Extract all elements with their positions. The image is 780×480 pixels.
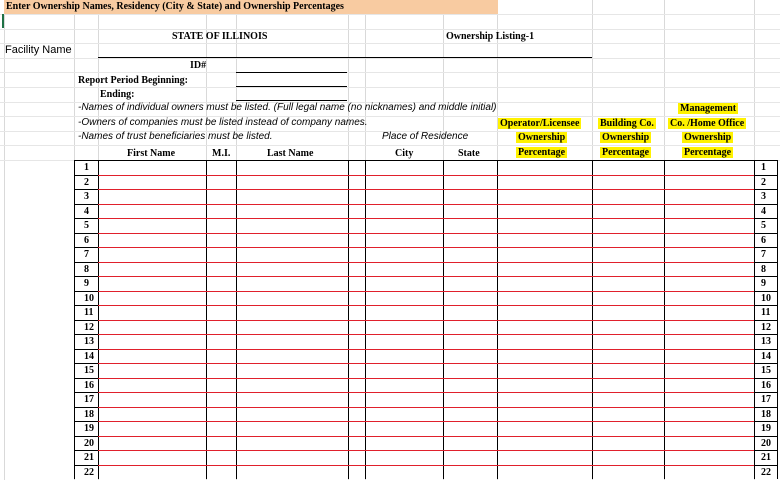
- operator-header-1: Operator/Licensee: [500, 118, 580, 129]
- first-name-header: First Name: [127, 148, 176, 159]
- row-number-right: 22: [761, 467, 771, 478]
- facility-name-field[interactable]: [98, 57, 592, 58]
- entry-row-rule: [98, 363, 754, 364]
- row-number-border: [74, 407, 98, 408]
- entry-row-rule: [98, 175, 754, 176]
- row-number-border: [754, 378, 777, 379]
- row-number-border: [74, 247, 98, 248]
- row-number-border: [74, 363, 98, 364]
- operator-header-3: Percentage: [518, 147, 566, 158]
- row-number-border: [754, 363, 777, 364]
- entry-row-rule: [98, 407, 754, 408]
- row-number-border: [754, 175, 777, 176]
- row-number-left: 21: [84, 452, 94, 463]
- row-number-border: [754, 450, 777, 451]
- row-number-border: [74, 276, 98, 277]
- entry-row-rule: [98, 378, 754, 379]
- row-number-border: [754, 421, 777, 422]
- row-number-right: 15: [761, 365, 771, 376]
- row-number-right: 6: [761, 235, 766, 246]
- entry-row-rule: [98, 189, 754, 190]
- row-number-border: [74, 218, 98, 219]
- place-of-residence-label: Place of Residence: [382, 131, 469, 142]
- entry-row-rule: [98, 276, 754, 277]
- active-cell-cursor: [2, 14, 4, 28]
- row-number-border: [74, 189, 98, 190]
- row-number-border: [754, 465, 777, 466]
- row-number-border: [74, 262, 98, 263]
- row-number-right: 9: [761, 278, 766, 289]
- row-number-border: [754, 247, 777, 248]
- instruction-line-3: -Names of trust beneficiaries must be listed.: [78, 131, 273, 142]
- row-number-left: 3: [84, 191, 89, 202]
- entry-row-rule: [98, 349, 754, 350]
- state-header: State: [458, 148, 480, 159]
- row-number-right: 16: [761, 380, 771, 391]
- row-number-border: [754, 218, 777, 219]
- row-number-border: [754, 436, 777, 437]
- entry-row-rule: [98, 320, 754, 321]
- id-field[interactable]: [236, 72, 347, 73]
- gridline-horizontal: [0, 58, 780, 59]
- listing-title: Ownership Listing-1: [446, 31, 535, 42]
- row-number-left: 14: [84, 351, 94, 362]
- gridline-horizontal: [0, 14, 780, 15]
- building-header-3: Percentage: [602, 147, 650, 158]
- row-number-left: 2: [84, 177, 89, 188]
- row-number-left: 22: [84, 467, 94, 478]
- row-number-border: [74, 320, 98, 321]
- mi-header: M.I.: [212, 148, 231, 159]
- row-number-left: 5: [84, 220, 89, 231]
- row-number-left: 19: [84, 423, 94, 434]
- row-number-border: [754, 407, 777, 408]
- row-number-border: [754, 291, 777, 292]
- table-column-border: [777, 160, 778, 479]
- row-number-border: [754, 334, 777, 335]
- row-number-right: 3: [761, 191, 766, 202]
- entry-row-rule: [98, 291, 754, 292]
- row-number-right: 8: [761, 264, 766, 275]
- row-number-right: 1: [761, 162, 766, 173]
- building-header-2: Ownership: [602, 132, 650, 143]
- row-number-border: [74, 421, 98, 422]
- row-number-border: [74, 291, 98, 292]
- row-number-right: 10: [761, 293, 771, 304]
- report-period-end-field[interactable]: [236, 100, 347, 101]
- row-number-border: [74, 349, 98, 350]
- row-number-border: [754, 189, 777, 190]
- entry-row-rule: [98, 218, 754, 219]
- row-number-border: [74, 233, 98, 234]
- row-number-left: 9: [84, 278, 89, 289]
- entry-row-rule: [98, 421, 754, 422]
- row-number-left: 4: [84, 206, 89, 217]
- row-number-right: 12: [761, 322, 771, 333]
- entry-row-rule: [98, 233, 754, 234]
- row-number-left: 12: [84, 322, 94, 333]
- row-number-border: [74, 465, 98, 466]
- row-number-left: 18: [84, 409, 94, 420]
- row-number-left: 20: [84, 438, 94, 449]
- row-number-right: 7: [761, 249, 766, 260]
- row-number-left: 17: [84, 394, 94, 405]
- row-number-border: [74, 204, 98, 205]
- entry-row-rule: [98, 465, 754, 466]
- row-number-right: 17: [761, 394, 771, 405]
- entry-row-rule: [98, 305, 754, 306]
- row-number-border: [754, 233, 777, 234]
- city-header: City: [395, 148, 414, 159]
- row-number-border: [74, 334, 98, 335]
- row-number-left: 7: [84, 249, 89, 260]
- gridline-horizontal: [0, 43, 780, 44]
- row-number-right: 11: [761, 307, 771, 318]
- ending-label: Ending:: [100, 89, 135, 100]
- entry-row-rule: [98, 204, 754, 205]
- row-number-left: 11: [84, 307, 94, 318]
- facility-name-label: Facility Name: [5, 44, 72, 56]
- gridline-horizontal: [0, 145, 780, 146]
- row-number-border: [754, 204, 777, 205]
- row-number-right: 2: [761, 177, 766, 188]
- row-number-left: 6: [84, 235, 89, 246]
- report-period-label: Report Period Beginning:: [78, 75, 188, 86]
- row-number-border: [754, 262, 777, 263]
- row-number-border: [74, 436, 98, 437]
- gridline-horizontal: [0, 72, 780, 73]
- row-number-border: [74, 392, 98, 393]
- row-number-right: 19: [761, 423, 771, 434]
- row-number-left: 10: [84, 293, 94, 304]
- row-number-right: 18: [761, 409, 771, 420]
- row-number-right: 20: [761, 438, 771, 449]
- instruction-banner: Enter Ownership Names, Residency (City & State) and Ownership Percentages: [4, 0, 498, 14]
- row-number-border: [74, 450, 98, 451]
- management-header-2: Co. /Home Office: [670, 118, 745, 129]
- entry-row-rule: [98, 247, 754, 248]
- management-header-4: Percentage: [684, 147, 732, 158]
- state-title: STATE OF ILLINOIS: [172, 31, 268, 42]
- entry-row-rule: [98, 262, 754, 263]
- row-number-right: 13: [761, 336, 771, 347]
- building-header-1: Building Co.: [600, 118, 654, 129]
- gridline-horizontal: [0, 29, 780, 30]
- row-number-border: [754, 320, 777, 321]
- row-number-left: 13: [84, 336, 94, 347]
- entry-row-rule: [98, 450, 754, 451]
- row-number-border: [74, 175, 98, 176]
- row-number-border: [74, 378, 98, 379]
- row-number-right: 4: [761, 206, 766, 217]
- management-header-1: Management: [680, 103, 737, 114]
- row-number-left: 16: [84, 380, 94, 391]
- operator-header-2: Ownership: [518, 132, 566, 143]
- table-top-border: [74, 160, 777, 161]
- row-number-left: 15: [84, 365, 94, 376]
- last-name-header: Last Name: [267, 148, 314, 159]
- row-number-right: 21: [761, 452, 771, 463]
- report-period-begin-field[interactable]: [236, 86, 347, 87]
- row-number-border: [754, 305, 777, 306]
- row-number-border: [74, 305, 98, 306]
- entry-row-rule: [98, 436, 754, 437]
- row-number-left: 8: [84, 264, 89, 275]
- row-number-border: [754, 392, 777, 393]
- management-header-3: Ownership: [684, 132, 732, 143]
- row-number-right: 14: [761, 351, 771, 362]
- gridline-horizontal: [0, 87, 780, 88]
- row-number-border: [754, 349, 777, 350]
- instruction-line-1: -Names of individual owners must be listed. (Full legal name (no nicknames) and middle initial): [78, 102, 497, 113]
- entry-row-rule: [98, 334, 754, 335]
- row-number-right: 5: [761, 220, 766, 231]
- id-label: ID#: [190, 60, 207, 71]
- entry-row-rule: [98, 392, 754, 393]
- row-number-left: 1: [84, 162, 89, 173]
- instruction-line-2: -Owners of companies must be listed instead of company names.: [78, 117, 368, 128]
- row-number-border: [754, 276, 777, 277]
